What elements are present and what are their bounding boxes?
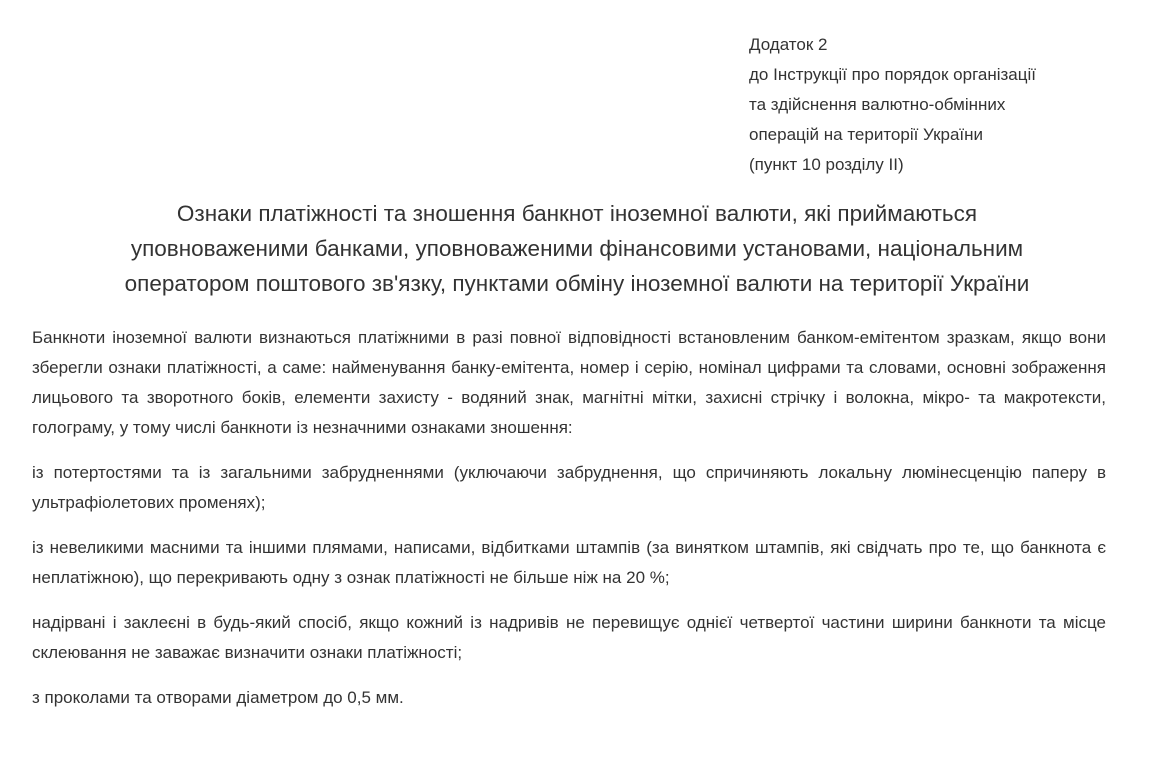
paragraph-stains-stamps: із невеликими масними та іншими плямами, написами, відбитками штампів (за винятком штампів, які свідчать про те, що банкнота є неплатіжною), що перекривають одну з ознак платіжності не більше ніж на 20 %; (32, 538, 1106, 587)
title-line: Ознаки платіжності та зношення банкнот іноземної валюти, які приймаються (176, 201, 978, 226)
title-line: оператором поштового зв'язку, пунктами обміну іноземної валюти на території України (124, 271, 1030, 296)
paragraph-wear-soiling: із потертостями та із загальними забрудненнями (уключаючи забруднення, що спричиняють локальну люмінесценцію паперу в ультрафіолетових променях); (32, 463, 1106, 512)
document-body (32, 323, 1106, 728)
appendix-reference (749, 30, 1139, 180)
paragraph-punctures: з проколами та отворами діаметром до 0,5 мм. (32, 688, 404, 707)
appendix-line: до Інструкції про порядок організації (749, 65, 1036, 84)
paragraph-tears-glued: надірвані і заклеєні в будь-який спосіб, якщо кожний із надривів не перевищує однієї четвертої частини ширини банкноти та місце склеювання не заважає визначити ознаки платіжності; (32, 613, 1106, 662)
appendix-line: операцій на території України (749, 125, 984, 144)
paragraph-intro: Банкноти іноземної валюти визнаються платіжними в разі повної відповідності встановленим банком-емітентом зразкам, якщо вони зберегли ознаки платіжності, а саме: найменування банку-емітента, номер і серію, номінал цифрами та словами, основні зображення лицьового та зворотного боків, елементи захисту - водяний знак, магнітні мітки, захисні стрічку і волокна, мікро- та макротексти, голограму, у тому числі банкноти із незначними ознаками зношення: (32, 328, 1106, 437)
appendix-line: (пункт 10 розділу II) (749, 155, 904, 174)
appendix-line: та здійснення валютно-обмінних (749, 95, 1006, 114)
appendix-line: Додаток 2 (749, 35, 828, 54)
document-title (30, 196, 1124, 301)
title-line: уповноваженими банками, уповноваженими фінансовими установами, національним (130, 236, 1024, 261)
